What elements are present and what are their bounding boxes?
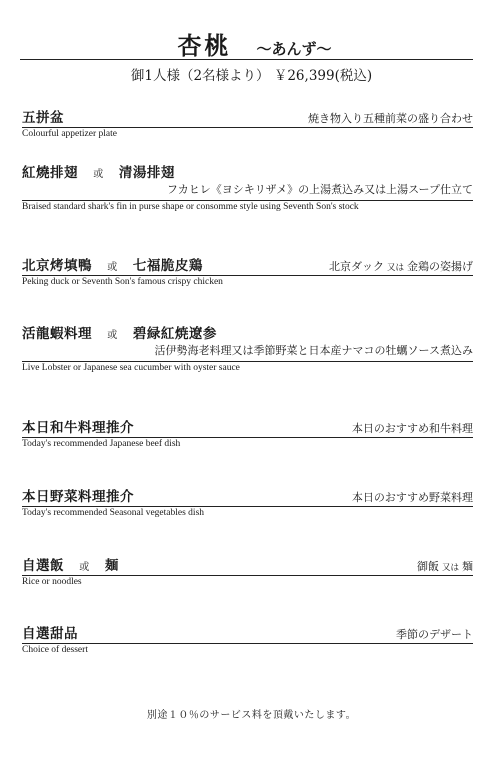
course-name-a: 紅燒排翅 [22,165,78,181]
or-label-jp: 又は [386,263,404,273]
course-name-b: 七福脆皮鶏 [132,258,203,274]
or-label-jp: 又は [441,563,459,573]
course-description: 本日のおすすめ野菜料理 [351,491,473,504]
description-a: 活伊勢海老料理 [154,344,232,357]
or-label-jp: 又は [364,183,387,196]
course-description: 焼き物入り五種前菜の盛り合わせ [308,112,473,125]
description-b: 麺 [462,560,473,573]
course-divider [22,361,473,362]
course-name-en: Choice of dessert [22,645,88,655]
course-description: 季節のデザート [396,628,473,641]
course-name-jp: 五拼盆 [22,110,64,126]
course-name-b: 麺 [104,558,119,574]
course-name-en: Today's recommended Seasonal vegetables dish [22,508,205,518]
course-description [22,342,473,360]
course-item [22,485,473,518]
course-description [417,558,473,574]
course-divider [22,437,473,438]
course-name-en: Rice or noodles [22,577,82,587]
description-a: 北京ダック [328,260,384,273]
description-b: 金鶏の姿揚げ [407,260,473,273]
course-item [22,416,473,449]
course-name-en: Live Lobster or Japanese sea cucumber with oyster sauce [22,363,240,373]
title-divider [20,59,473,60]
course-item [22,322,473,373]
course-name-en: Colourful appetizer plate [22,129,117,139]
description-b: 上湯スープ仕立て [386,183,473,196]
course-name-jp [22,161,175,181]
course-divider [22,575,473,576]
course-divider [22,275,473,276]
price-line: 御1人様（2名様より） ￥26,399(税込) [130,68,373,84]
course-name-jp: 自選甜品 [22,626,78,642]
course-description: 本日のおすすめ和牛料理 [351,422,473,435]
service-charge-note: 別途１０％のサービス料を頂戴いたします。 [146,710,357,721]
course-divider [22,200,473,201]
or-label-jp: 又は [231,344,254,357]
description-a: 御飯 [416,560,439,573]
or-label: 或 [107,330,118,341]
course-item [22,161,473,212]
course-name-en: Peking duck or Seventh Son's famous crispy chicken [22,277,223,287]
course-description [22,181,473,199]
menu-title [0,26,503,61]
description-b: 季節野菜と日本産ナマコの牡蠣ソース煮込み [253,344,473,357]
course-name-a: 北京烤填鴨 [22,258,92,274]
course-item [22,554,473,587]
or-label: 或 [79,562,90,573]
course-divider [22,643,473,644]
course-name-jp: 本日野菜料理推介 [22,489,134,505]
course-name-a: 活龍蝦料理 [22,326,92,342]
title-subtitle: ～あんず～ [256,40,332,58]
course-name-jp [22,254,203,274]
course-divider [22,127,473,128]
course-item [22,106,473,139]
course-name-jp: 本日和牛料理推介 [22,420,134,436]
course-name-en: Braised standard shark's fin in purse shape or consomme style using Seventh Son's stock [22,202,359,212]
course-name-b: 清湯排翅 [118,165,175,181]
or-label: 或 [107,262,118,273]
course-name-a: 自選飯 [22,558,64,574]
course-name-b: 碧緑紅焼遼参 [132,326,217,342]
course-divider [22,506,473,507]
course-name-en: Today's recommended Japanese beef dish [22,439,181,449]
course-item [22,254,473,287]
title-main: 杏桃 [177,31,232,60]
course-item [22,622,473,655]
or-label: 或 [93,169,104,180]
course-name-jp [22,322,217,342]
course-name-jp [22,554,119,574]
course-description [329,258,473,274]
description-a: フカヒレ《ヨシキリザメ》の上湯煮込み [166,183,365,196]
